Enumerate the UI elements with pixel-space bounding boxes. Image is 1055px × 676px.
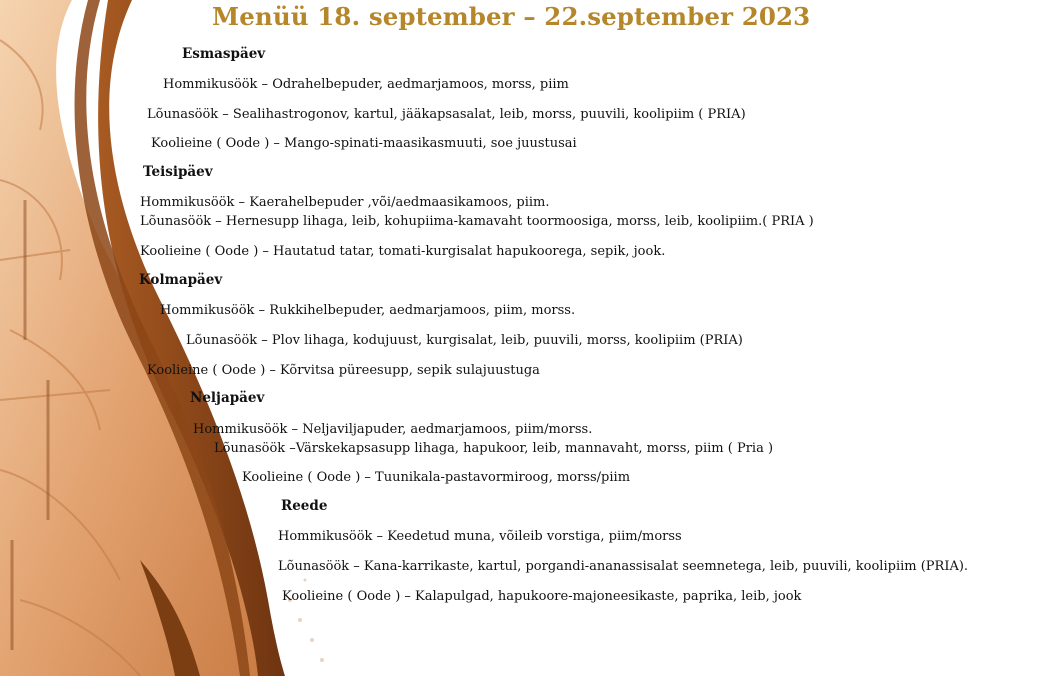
menu-line-breakfast: Hommikusöök – Neljaviljapuder, aedmarjamoos, piim/morss. — [193, 422, 593, 437]
menu-line-lunch: Lõunasöök – Sealihastrogonov, kartul, jääkapsasalat, leib, morss, puuvili, koolipiim ( PRIA) — [147, 107, 746, 122]
menu-title: Menüü 18. september – 22.september 2023 — [212, 2, 811, 31]
menu-line-breakfast: Hommikusöök – Kaerahelbepuder ,või/aedmaasikamoos, piim. — [140, 195, 550, 210]
menu-line-snack: Koolieine ( Oode ) – Kalapulgad, hapukoore-majoneesikaste, paprika, leib, jook — [282, 589, 802, 604]
day-heading-teisipaev: Teisipäev — [143, 164, 213, 180]
menu-line-breakfast: Hommikusöök – Keedetud muna, võileib vorstiga, piim/morss — [278, 529, 682, 544]
day-heading-esmaspaev: Esmaspäev — [182, 46, 266, 62]
menu-line-lunch: Lõunasöök – Plov lihaga, kodujuust, kurgisalat, leib, puuvili, morss, koolipiim (PRIA) — [186, 333, 743, 348]
menu-line-snack: Koolieine ( Oode ) – Mango-spinati-maasikasmuuti, soe juustusai — [151, 136, 577, 151]
menu-line-snack: Koolieine ( Oode ) – Kõrvitsa püreesupp, sepik sulajuustuga — [147, 363, 540, 378]
day-heading-reede: Reede — [281, 498, 328, 514]
day-heading-kolmapaev: Kolmapäev — [139, 272, 223, 288]
menu-line-lunch: Lõunasöök –Värskekapsasupp lihaga, hapukoor, leib, mannavaht, morss, piim ( Pria ) — [214, 441, 774, 456]
menu-line-lunch: Lõunasöök – Hernesupp lihaga, leib, kohupiima-kamavaht toormoosiga, morss, leib, koolipiim.( PRIA ) — [140, 214, 814, 229]
menu-line-snack: Koolieine ( Oode ) – Hautatud tatar, tomati-kurgisalat hapukoorega, sepik, jook. — [140, 244, 666, 259]
menu-line-breakfast: Hommikusöök – Rukkihelbepuder, aedmarjamoos, piim, morss. — [160, 303, 576, 318]
menu-line-lunch: Lõunasöök – Kana-karrikaste, kartul, porgandi-ananassisalat seemnetega, leib, puuvili, koolipiim (PRIA). — [278, 559, 969, 574]
menu-line-breakfast: Hommikusöök – Odrahelbepuder, aedmarjamoos, morss, piim — [163, 77, 569, 92]
day-heading-neljapaev: Neljapäev — [190, 390, 265, 406]
menu-line-snack: Koolieine ( Oode ) – Tuunikala-pastavormiroog, morss/piim — [242, 470, 631, 485]
